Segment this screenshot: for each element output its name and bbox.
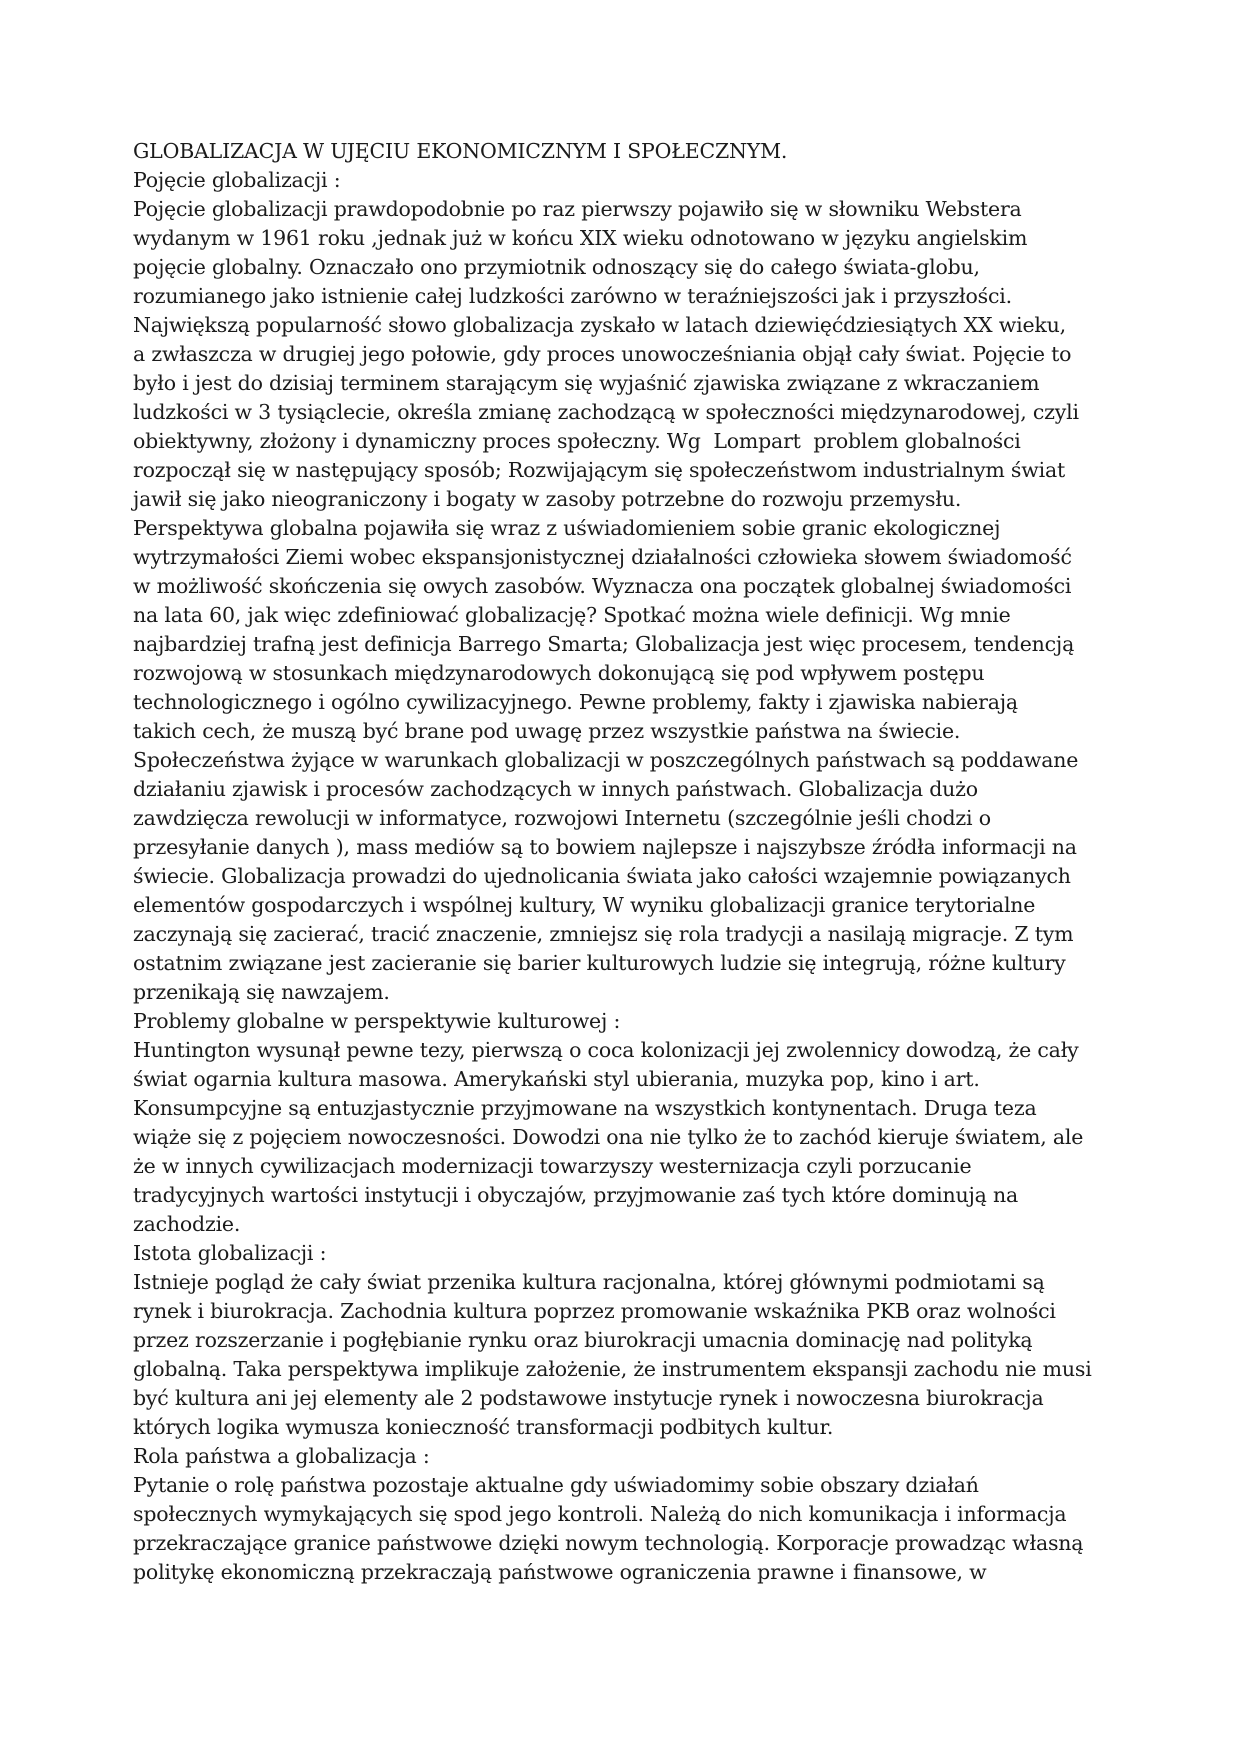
text-line: świecie. Globalizacja prowadzi do ujednolicania świata jako całości wzajemnie powiązanych [133, 864, 1071, 888]
text-line: Huntington wysunął pewne tezy, pierwszą o coca kolonizacji jej zwolennicy dowodzą, że cały [133, 1038, 1079, 1062]
text-line: Największą popularność słowo globalizacja zyskało w latach dziewięćdziesiątych XX wieku, [133, 313, 1066, 337]
text-line: globalną. Taka perspektywa implikuje założenie, że instrumentem ekspansji zachodu nie musi [133, 1357, 1092, 1381]
text-line: Konsumpcyjne są entuzjastycznie przyjmowane na wszystkich kontynentach. Druga teza [133, 1096, 1037, 1120]
text-line: ostatnim związane jest zacieranie się barier kulturowych ludzie się integrują, różne kultury [133, 951, 1066, 975]
text-line: a zwłaszcza w drugiej jego połowie, gdy proces unowocześniania objął cały świat. Pojęcie to [133, 342, 1072, 366]
text-line: zawdzięcza rewolucji w informatyce, rozwojowi Internetu (szczególnie jeśli chodzi o [133, 806, 991, 830]
text-line: przesyłanie danych ), mass mediów są to bowiem najlepsze i najszybsze źródła informacji na [133, 835, 1077, 859]
text-line: Istota globalizacji : [133, 1241, 327, 1265]
text-line: przenikają się nawzajem. [133, 980, 390, 1004]
text-line: politykę ekonomiczną przekraczają państwowe ograniczenia prawne i finansowe, w [133, 1560, 987, 1584]
text-line: że w innych cywilizacjach modernizacji towarzyszy westernizacja czyli porzucanie [133, 1154, 972, 1178]
text-line: wytrzymałości Ziemi wobec ekspansjonistycznej działalności człowieka słowem świadomość [133, 545, 1072, 569]
text-line: być kultura ani jej elementy ale 2 podstawowe instytucje rynek i nowoczesna biurokracja [133, 1386, 1044, 1410]
text-line: rynek i biurokracja. Zachodnia kultura poprzez promowanie wskaźnika PKB oraz wolności [133, 1299, 1056, 1323]
text-line: pojęcie globalny. Oznaczało ono przymiotnik odnoszący się do całego świata-globu, [133, 255, 980, 279]
text-line: zaczynają się zacierać, tracić znaczenie, zmniejsz się rola tradycji a nasilają migracje. Z tym [133, 922, 1074, 946]
text-line: jawił się jako nieograniczony i bogaty w zasoby potrzebne do rozwoju przemysłu. [133, 487, 962, 511]
text-line: społecznych wymykających się spod jego kontroli. Należą do nich komunikacja i informacja [133, 1502, 1067, 1526]
document-body [133, 166, 1123, 1587]
text-line: przekraczające granice państwowe dzięki nowym technologią. Korporacje prowadząc własną [133, 1531, 1084, 1555]
text-line: takich cech, że muszą być brane pod uwagę przez wszystkie państwa na świecie. [133, 719, 961, 743]
text-line: Istnieje pogląd że cały świat przenika kultura racjonalna, której głównymi podmiotami są [133, 1270, 1045, 1294]
text-line: obiektywny, złożony i dynamiczny proces społeczny. Wg Lompart problem globalności [133, 429, 1021, 453]
text-line: świat ogarnia kultura masowa. Amerykański styl ubierania, muzyka pop, kino i art. [133, 1067, 980, 1091]
text-line: Pojęcie globalizacji prawdopodobnie po raz pierwszy pojawiło się w słowniku Webstera [133, 197, 1022, 221]
text-line: w możliwość skończenia się owych zasobów. Wyznacza ona początek globalnej świadomości [133, 574, 1072, 598]
text-line: których logika wymusza konieczność transformacji podbitych kultur. [133, 1415, 834, 1439]
text-line: rozpoczął się w następujący sposób; Rozwijającym się społeczeństwom industrialnym świat [133, 458, 1066, 482]
text-line: technologicznego i ogólno cywilizacyjnego. Pewne problemy, fakty i zjawiska nabierają [133, 690, 1018, 714]
text-line: wiąże się z pojęciem nowoczesności. Dowodzi ona nie tylko że to zachód kieruje światem, ale [133, 1125, 1084, 1149]
text-line: Perspektywa globalna pojawiła się wraz z uświadomieniem sobie granic ekologicznej [133, 516, 1001, 540]
text-line: rozumianego jako istnienie całej ludzkości zarówno w teraźniejszości jak i przyszłości. [133, 284, 1012, 308]
document-text [133, 137, 1123, 1587]
text-line: ludzkości w 3 tysiąclecie, określa zmianę zachodzącą w społeczności międzynarodowej, czyli [133, 400, 1079, 424]
text-line: działaniu zjawisk i procesów zachodzących w innych państwach. Globalizacja dużo [133, 777, 978, 801]
text-line: elementów gospodarczych i wspólnej kultury, W wyniku globalizacji granice terytorialne [133, 893, 1036, 917]
text-line: Rola państwa a globalizacja : [133, 1444, 430, 1468]
text-line: wydanym w 1961 roku ,jednak już w końcu XIX wieku odnotowano w języku angielskim [133, 226, 1028, 250]
text-line: Społeczeństwa żyjące w warunkach globalizacji w poszczególnych państwach są poddawane [133, 748, 1079, 772]
text-line: Problemy globalne w perspektywie kulturowej : [133, 1009, 621, 1033]
text-line: Pojęcie globalizacji : [133, 168, 341, 192]
text-line: najbardziej trafną jest definicja Barrego Smarta; Globalizacja jest więc procesem, tendencją [133, 632, 1075, 656]
text-line: przez rozszerzanie i pogłębianie rynku oraz biurokracji umacnia dominację nad polityką [133, 1328, 1033, 1352]
text-line: na lata 60, jak więc zdefiniować globalizację? Spotkać można wiele definicji. Wg mnie [133, 603, 1011, 627]
text-line: zachodzie. [133, 1212, 241, 1236]
document-title: GLOBALIZACJA W UJĘCIU EKONOMICZNYM I SPOŁECZNYM. [133, 139, 788, 163]
text-line: tradycyjnych wartości instytucji i obyczajów, przyjmowanie zaś tych które dominują na [133, 1183, 1019, 1207]
text-line: było i jest do dzisiaj terminem starającym się wyjaśnić zjawiska związane z wkraczaniem [133, 371, 1040, 395]
text-line: rozwojową w stosunkach międzynarodowych dokonującą się pod wpływem postępu [133, 661, 985, 685]
text-line: Pytanie o rolę państwa pozostaje aktualne gdy uświadomimy sobie obszary działań [133, 1473, 979, 1497]
